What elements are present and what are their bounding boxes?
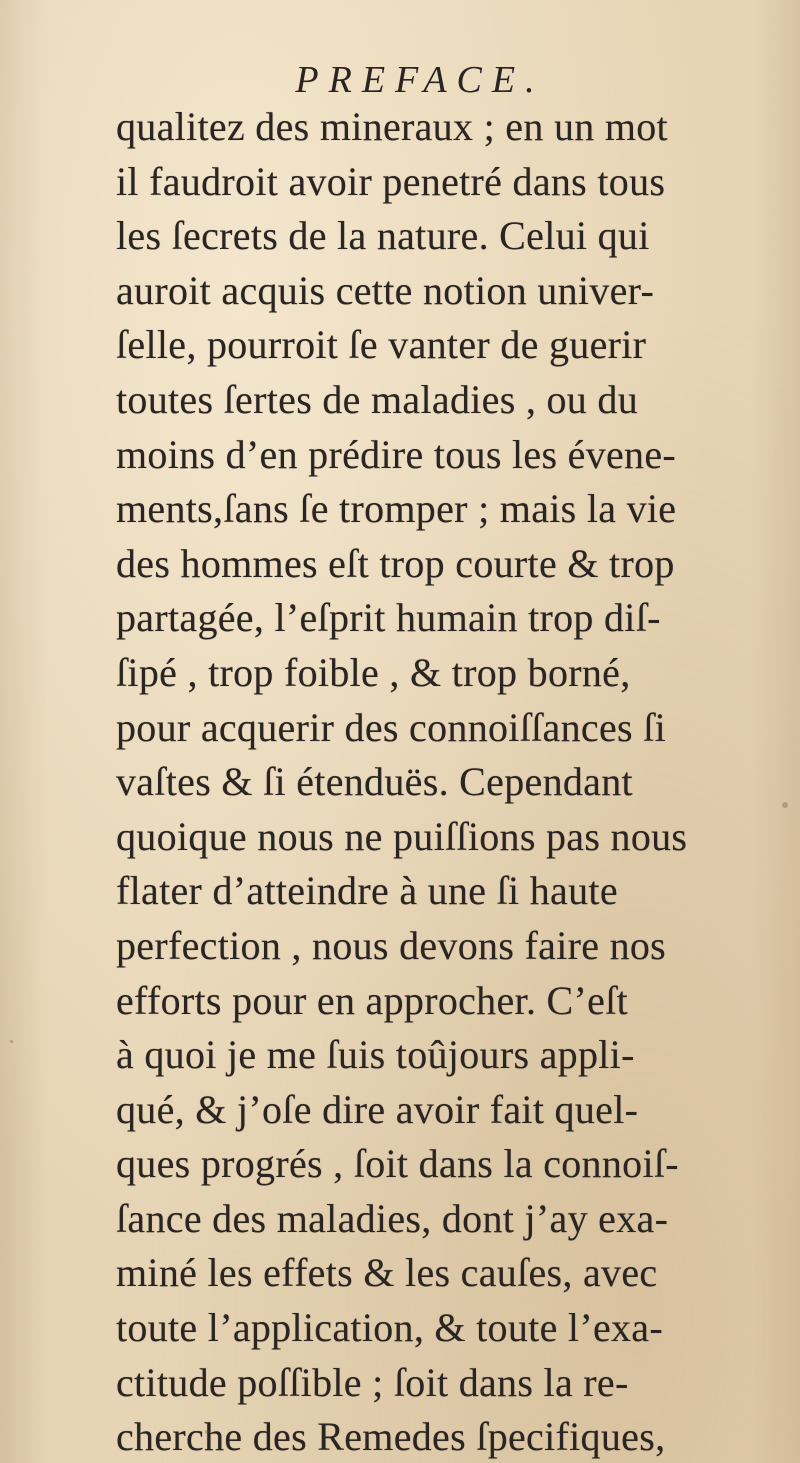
paper-speck xyxy=(205,1430,209,1434)
text-line: partagée, l’eſprit humain trop diſ- xyxy=(116,595,661,641)
paper-speck xyxy=(10,1040,13,1043)
text-line: ments,ſans ſe tromper ; mais la vie xyxy=(116,486,677,532)
text-line: miné les effets & les cauſes, avec xyxy=(116,1250,658,1296)
text-line: ſipé , trop foible , & trop borné, xyxy=(116,649,631,695)
text-line: ſelle, pourroit ſe vanter de guerir xyxy=(116,322,647,368)
text-line: toutes ſertes de maladies , ou du xyxy=(116,376,638,422)
text-line: efforts pour en approcher. C’eſt xyxy=(116,977,629,1023)
text-line: pour acquerir des connoiſſances ſi xyxy=(116,704,667,750)
text-line: vaſtes & ſi étenduës. Cependant xyxy=(116,759,633,805)
text-line: ctitude poſſible ; ſoit dans la re- xyxy=(116,1359,629,1405)
text-line: perfection , nous devons faire nos xyxy=(116,922,667,968)
text-line: il faudroit avoir penetré dans tous xyxy=(116,158,666,204)
text-line: des hommes eſt trop courte & trop xyxy=(116,540,675,586)
paper-speck xyxy=(782,802,788,808)
text-line: à quoi je me ſuis toûjours appli- xyxy=(116,1032,635,1078)
text-line: moins d’en prédire tous les évene- xyxy=(116,431,677,477)
text-line: qué, & j’oſe dire avoir fait quel- xyxy=(116,1086,639,1132)
text-line: toute l’application, & toute l’exa- xyxy=(116,1305,663,1351)
text-line: ſance des maladies, dont j’ay exa- xyxy=(116,1195,669,1241)
text-line: flater d’atteindre à une ſi haute xyxy=(116,868,618,914)
text-line: quoique nous ne puiſſions pas nous xyxy=(116,813,688,859)
text-line: qualitez des mineraux ; en un mot xyxy=(116,104,668,149)
text-line: ques progrés , ſoit dans la connoiſ- xyxy=(116,1141,679,1187)
text-line: auroit acquis cette notion univer- xyxy=(116,267,655,313)
text-line: les ſecrets de la nature. Celui qui xyxy=(116,213,650,259)
running-head: PREFACE. xyxy=(295,59,545,101)
body-text xyxy=(116,100,776,1463)
text-line: cherche des Remedes ſpecifiques, xyxy=(116,1414,666,1460)
